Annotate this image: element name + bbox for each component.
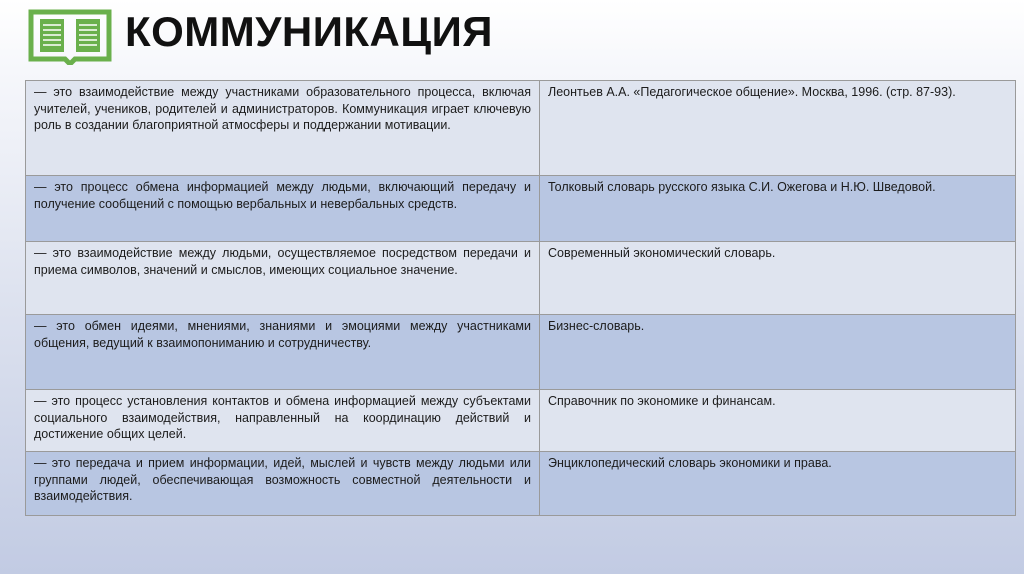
- slide-header: [0, 0, 1024, 70]
- definition-cell: — это передача и прием информации, идей, мыслей и чувств между людьми или группами людей, обеспечивающая возможность совместной деятельности и взаимодействия.: [26, 452, 540, 516]
- table-row: [26, 315, 1016, 390]
- definition-cell: — это процесс обмена информацией между людьми, включающий передачу и получение сообщений с помощью вербальных и невербальных средств.: [26, 176, 540, 242]
- source-cell: Толковый словарь русского языка С.И. Ожегова и Н.Ю. Шведовой.: [540, 176, 1016, 242]
- definition-cell: — это процесс установления контактов и обмена информацией между субъектами социального взаимодействия, направленный на координацию действий и достижение общих целей.: [26, 390, 540, 452]
- source-cell: Леонтьев А.А. «Педагогическое общение». Москва, 1996. (стр. 87-93).: [540, 81, 1016, 176]
- slide-title: КОММУНИКАЦИЯ: [125, 8, 493, 55]
- table-row: [26, 452, 1016, 516]
- book-icon: [28, 9, 112, 65]
- definition-cell: — это взаимодействие между людьми, осуществляемое посредством передачи и приема символов, значений и смыслов, имеющих социальное значение.: [26, 242, 540, 315]
- source-cell: Бизнес-словарь.: [540, 315, 1016, 390]
- definition-cell: — это взаимодействие между участниками образовательного процесса, включая учителей, учеников, родителей и администраторов. Коммуникация играет ключевую роль в создании благоприятной атмосферы и поддержании мотивации.: [26, 81, 540, 176]
- table-row: [26, 81, 1016, 176]
- source-cell: Справочник по экономике и финансам.: [540, 390, 1016, 452]
- table-row: [26, 390, 1016, 452]
- definition-cell: — это обмен идеями, мнениями, знаниями и эмоциями между участниками общения, ведущий к взаимопониманию и сотрудничеству.: [26, 315, 540, 390]
- definitions-table: [25, 80, 1016, 516]
- table-row: [26, 176, 1016, 242]
- source-cell: Современный экономический словарь.: [540, 242, 1016, 315]
- table-row: [26, 242, 1016, 315]
- source-cell: Энциклопедический словарь экономики и права.: [540, 452, 1016, 516]
